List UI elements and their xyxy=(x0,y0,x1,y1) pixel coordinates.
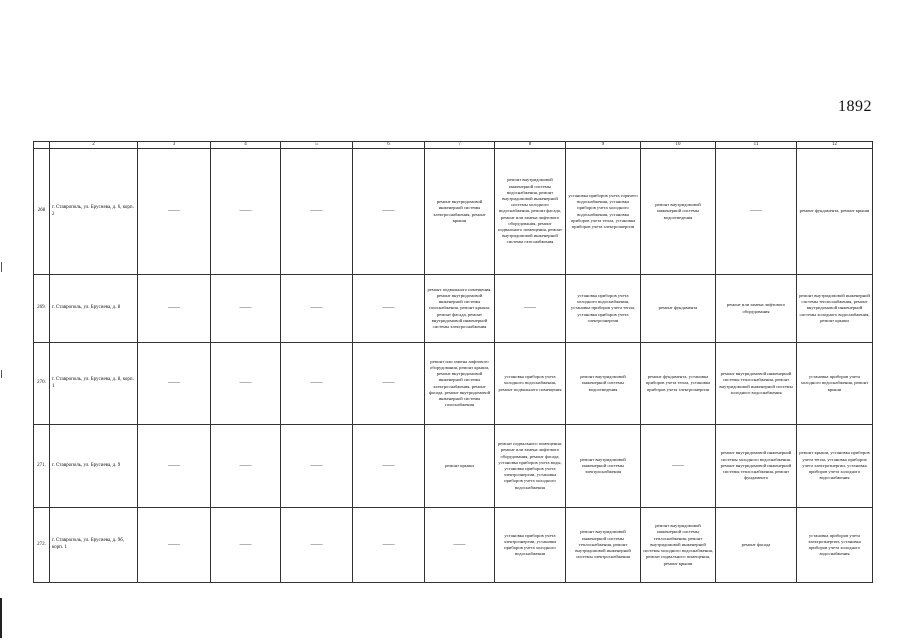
column-number: 7 xyxy=(425,142,495,149)
row-address: г. Ставрополь, ул. Брусиева, д. 8, корп. 1 xyxy=(50,343,138,425)
empty-cell: —— xyxy=(281,508,353,583)
column-number: 2 xyxy=(50,142,138,149)
row-number: 268 xyxy=(34,149,50,275)
work-cell: —— xyxy=(716,149,797,275)
work-cell: ремонт внутридомовой инженерной системы теплоснабжения, ремонт внутридомовой инженерной системы холодного водоснабжения, ремонт подвального помещения, ремонт крыши xyxy=(641,508,716,583)
work-cell: ремонт внутридомовой инженерной системы электроснабжения, ремонт крыши xyxy=(425,149,495,275)
scan-edge-mark xyxy=(0,598,2,638)
empty-cell: —— xyxy=(353,508,425,583)
empty-cell: —— xyxy=(138,275,211,343)
scan-edge-mark xyxy=(1,262,2,272)
work-cell: ремонт подвального помещения, ремонт или замена лифтового оборудования, ремонт фасада, установка приборов учета воды, установка приборов учета электроэнергии, установка приборов учета холодного водоснабжения xyxy=(495,425,566,508)
table-row xyxy=(34,149,873,275)
row-address: г. Ставрополь, ул. Брусиева, д. 9 xyxy=(50,425,138,508)
work-cell: установка приборов учета электроэнергии, установка приборов учета холодного водоснабжения xyxy=(797,508,873,583)
row-address: г. Ставрополь, ул. Бруснева, д. 6, корп. 2 xyxy=(50,149,138,275)
scan-edge-mark xyxy=(1,370,2,378)
work-cell: установка приборов учета электроэнергии, установка приборов учета холодного водоснабжения xyxy=(495,508,566,583)
work-cell: ремонт или замена лифтового оборудования xyxy=(716,275,797,343)
work-cell: установка приборов учета холодного водоснабжения, ремонт крыши xyxy=(797,343,873,425)
work-cell: установка приборов учета горячего водоснабжения, установка приборов учета холодного водоснабжения, установка приборов учета тепла, установка приборов учета электроэнергии xyxy=(566,149,641,275)
work-cell: ремонт внутридомовой инженерной системы теплоснабжения, ремонт внутридомовой инженерной системы холодного водоснабжения xyxy=(716,343,797,425)
work-cell: ремонт внутридомовой инженерной системы водоотведения xyxy=(641,149,716,275)
column-number: 3 xyxy=(138,142,211,149)
empty-cell: —— xyxy=(281,343,353,425)
empty-cell: —— xyxy=(353,343,425,425)
empty-cell: —— xyxy=(211,343,281,425)
empty-cell: —— xyxy=(281,275,353,343)
empty-cell: —— xyxy=(353,149,425,275)
work-cell: ремонт крыши xyxy=(425,425,495,508)
work-cell: ремонт внутридомовой инженерной системы водоснабжения, ремонт внутридомовой инженерной системы холодного водоснабжения, ремонт фасада, ремонт или замена лифтового оборудования, ремонт подвального помещения, ремонт внутридомовой инженерной системы газоснабжения xyxy=(495,149,566,275)
work-cell: —— xyxy=(425,508,495,583)
empty-cell: —— xyxy=(353,275,425,343)
work-cell: ремонт фундамента xyxy=(641,275,716,343)
empty-cell: —— xyxy=(281,149,353,275)
column-number: 8 xyxy=(495,142,566,149)
work-cell: ремонт внутридомовой инженерной системы холодного водоснабжения, ремонт внутридомовой инженерной системы теплоснабжения, ремонт фундамента xyxy=(716,425,797,508)
row-number: 269. xyxy=(34,275,50,343)
work-cell: —— xyxy=(641,425,716,508)
table-row xyxy=(34,275,873,343)
empty-cell: —— xyxy=(138,343,211,425)
column-number: 10 xyxy=(641,142,716,149)
work-cell: —— xyxy=(495,275,566,343)
registry-table xyxy=(33,141,873,583)
empty-cell: —— xyxy=(211,425,281,508)
work-cell: установка приборов учета холодного водоснабжения, ремонт подвального помещения xyxy=(495,343,566,425)
work-cell: ремонт внутридомовой инженерной системы электроснабжения xyxy=(566,425,641,508)
column-number: 9 xyxy=(566,142,641,149)
empty-cell: —— xyxy=(211,275,281,343)
empty-cell: —— xyxy=(353,425,425,508)
column-number: 4 xyxy=(211,142,281,149)
work-cell: ремонт внутридомовой инженерной системы теплоснабжения, ремонт внутридомовой инженерной системы холодного водоснабжения, ремонт крыши xyxy=(797,275,873,343)
column-number: 11 xyxy=(716,142,797,149)
empty-cell: —— xyxy=(211,508,281,583)
work-cell: ремонт подвального помещения, ремонт внутридомовой инженерной системы газоснабжения, ремонт крыши, ремонт фасада, ремонт внутридомовой инженерной системы электроснабжения xyxy=(425,275,495,343)
column-number xyxy=(34,142,50,149)
work-cell: ремонт или замена лифтового оборудования, ремонт крыши, ремонт внутридомовой инженерной системы электроснабжения, ремонт фасада, ремонт внутридомовой инженерной системы газоснабжения xyxy=(425,343,495,425)
row-address: г. Ставрополь, ул. Брусиева, д. 8 xyxy=(50,275,138,343)
column-number-row xyxy=(34,142,873,149)
empty-cell: —— xyxy=(138,508,211,583)
table-row xyxy=(34,343,873,425)
row-number: 271. xyxy=(34,425,50,508)
empty-cell: —— xyxy=(211,149,281,275)
empty-cell: —— xyxy=(138,149,211,275)
work-cell: ремонт фундамента, установка приборов учета тепла, установка приборов учета электроэнергии xyxy=(641,343,716,425)
table-row xyxy=(34,425,873,508)
work-cell: ремонт фасада xyxy=(716,508,797,583)
column-number: 12 xyxy=(797,142,873,149)
work-cell: ремонт внутридомовой инженерной системы водоотведения xyxy=(566,343,641,425)
page-number: 1892 xyxy=(838,98,872,115)
work-cell: ремонт крыши, установка приборов учета тепла, установка приборов учета электроэнергии, установка приборов учета холодного водоснабжения xyxy=(797,425,873,508)
row-address: г. Ставрополь, ул. Брусиева, д. 9б, корп. 1 xyxy=(50,508,138,583)
work-cell: ремонт фундамента, ремонт крыши xyxy=(797,149,873,275)
work-cell: установка приборов учета холодного водоснабжения, установка приборов учета тепла, установка приборов учета электроэнергии xyxy=(566,275,641,343)
table-row xyxy=(34,508,873,583)
empty-cell: —— xyxy=(281,425,353,508)
work-cell: ремонт внутридомовой инженерной системы теплоснабжения, ремонт внутридомовой инженерной системы электроснабжения xyxy=(566,508,641,583)
row-number: 270. xyxy=(34,343,50,425)
empty-cell: —— xyxy=(138,425,211,508)
column-number: 5 xyxy=(281,142,353,149)
column-number: 6 xyxy=(353,142,425,149)
row-number: 272. xyxy=(34,508,50,583)
